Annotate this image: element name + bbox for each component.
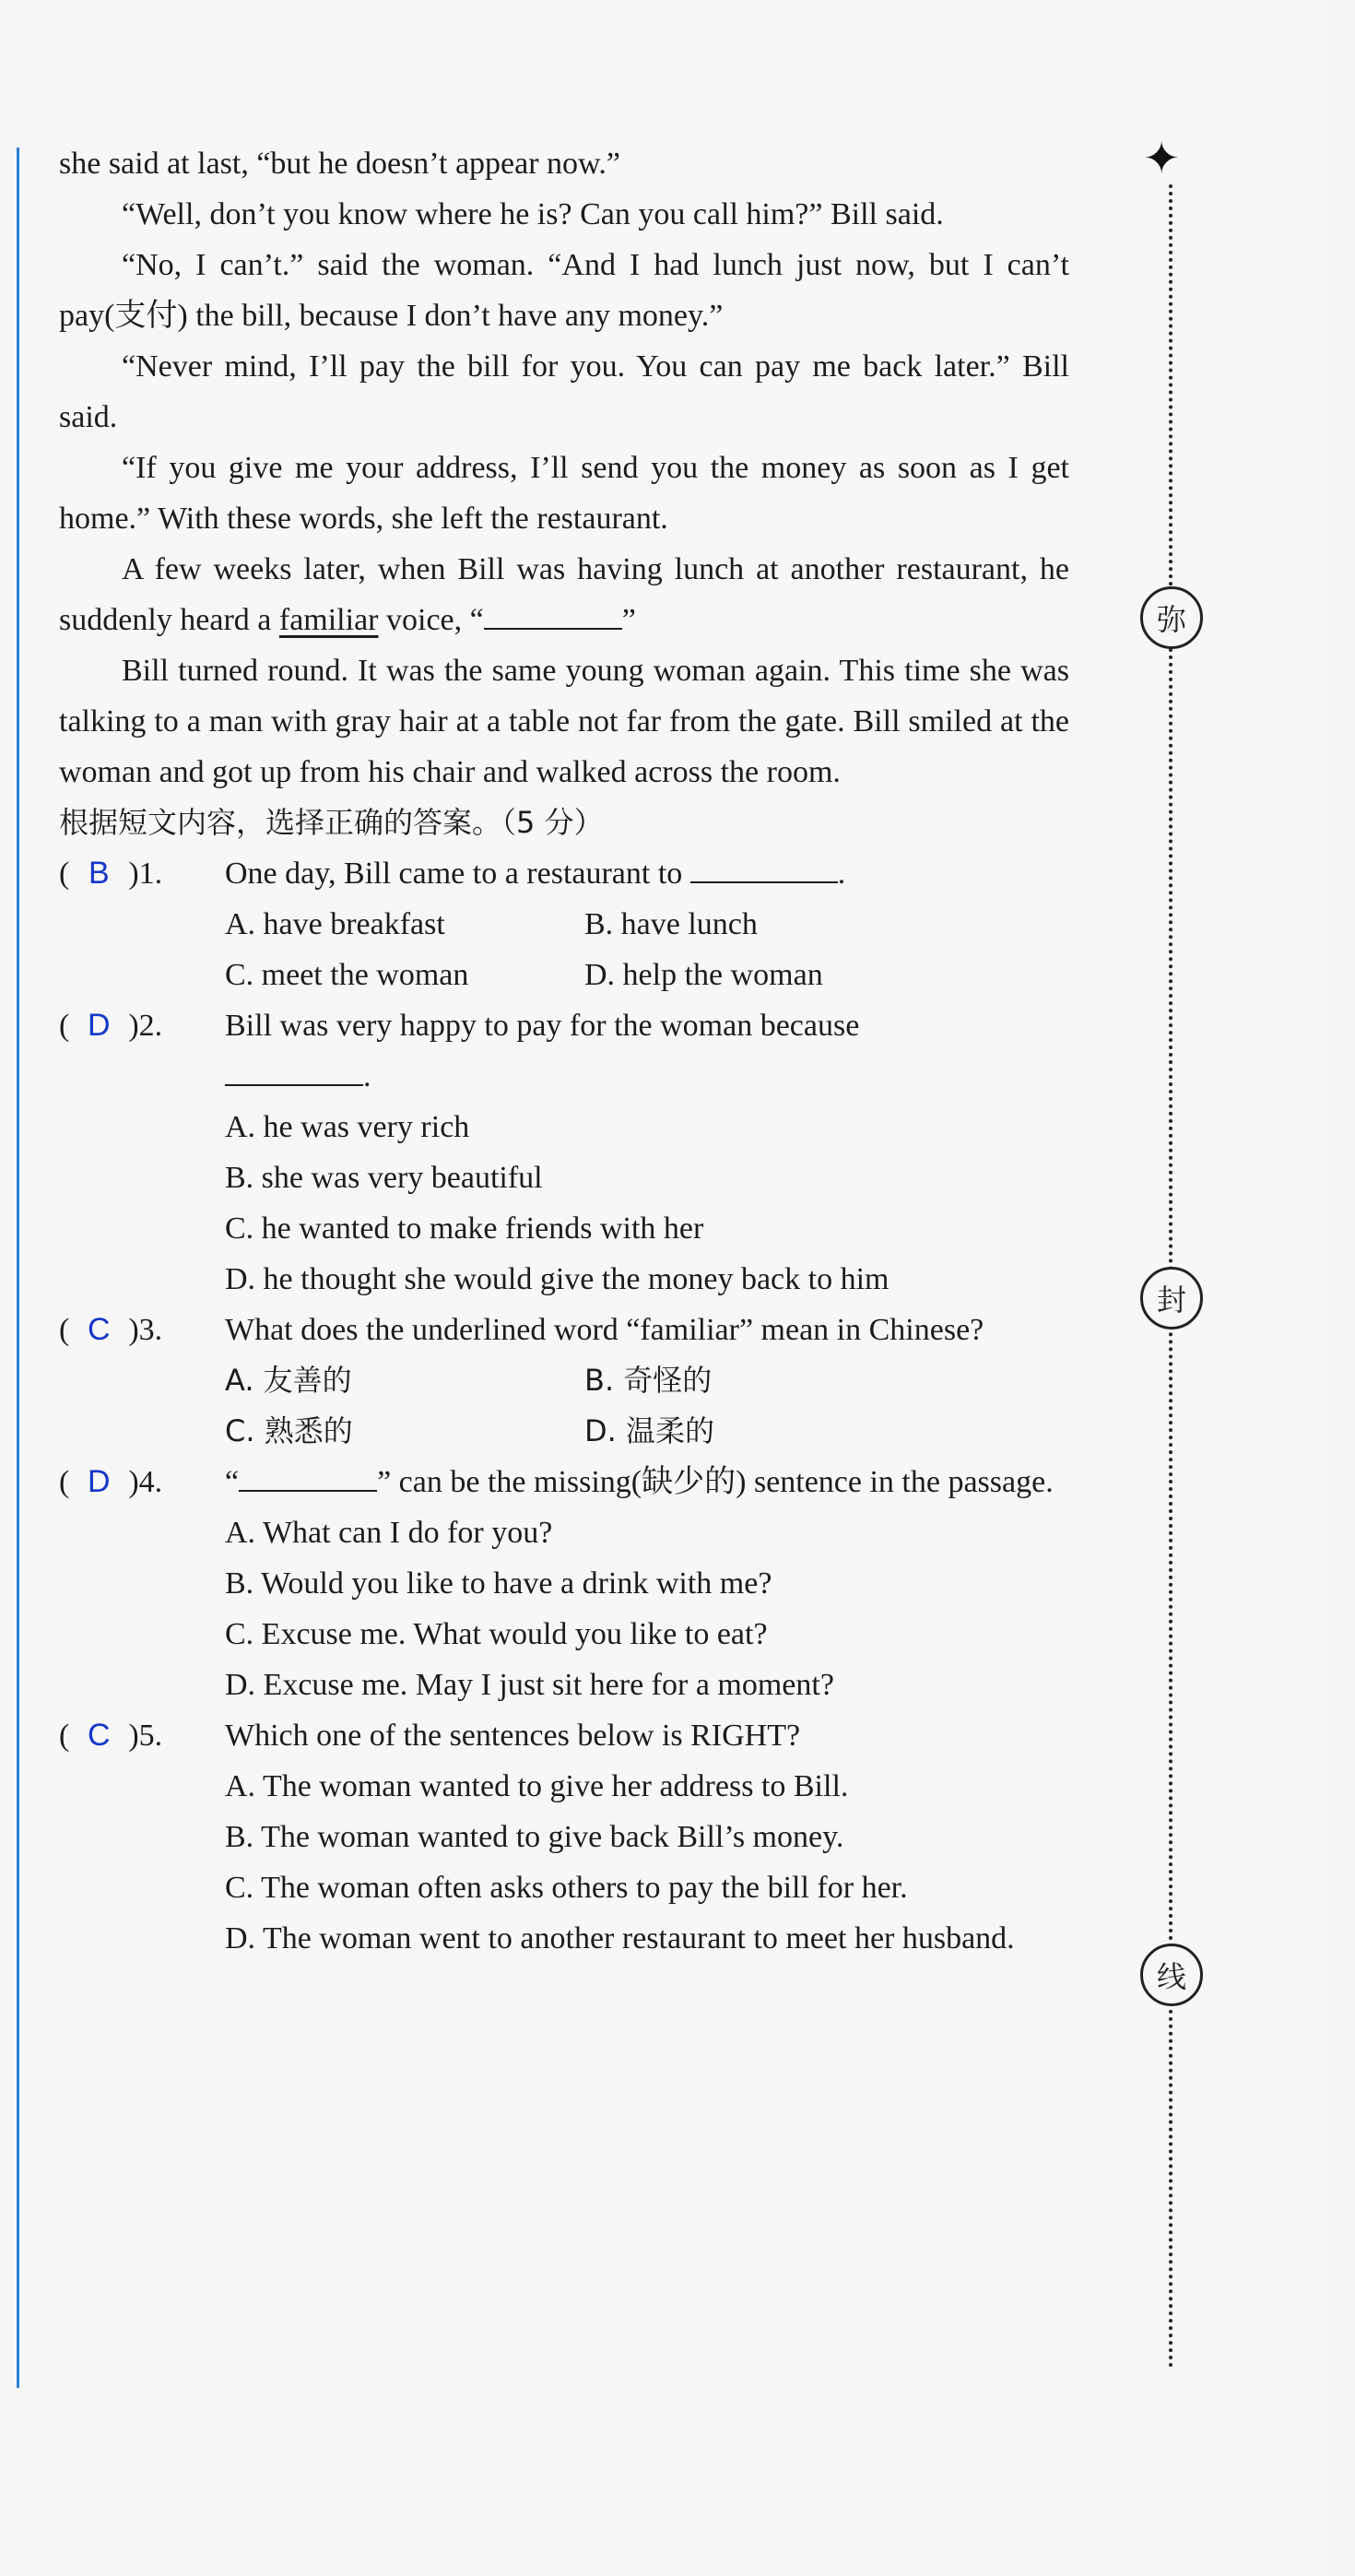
binding-mark-feng: 封: [1140, 1267, 1203, 1329]
answer-letter: D: [88, 1008, 111, 1043]
question-stem: ” can be the missing(缺少的) sentence in the passage.: [377, 1465, 1054, 1499]
paren: (: [59, 857, 70, 891]
option-a: A. The woman wanted to give her address to Bill.: [225, 1769, 849, 1803]
options: [225, 1507, 1069, 1710]
binding-mark-mi: 弥: [1140, 586, 1203, 649]
passage-paragraph: [59, 544, 1069, 645]
question-stem: One day, Bill came to a restaurant to: [225, 857, 683, 891]
option-c: C. The woman often asks others to pay the bill for her.: [225, 1871, 908, 1905]
question-text: Bill was very happy to pay for the woman because .: [225, 1009, 860, 1093]
option-d: D. The woman went to another restaurant to meet her husband.: [225, 1921, 1015, 1956]
option-c: C. meet the woman: [225, 958, 469, 992]
passage-text: A few weeks later, when Bill was having lunch at another restaurant, he suddenly heard a: [59, 552, 1069, 637]
option-b: B. The woman wanted to give back Bill’s money.: [225, 1820, 844, 1854]
options: [225, 1355, 1069, 1457]
question-2: [59, 1000, 1069, 1305]
answer-blank: [690, 854, 838, 883]
paren: (: [59, 1465, 70, 1499]
option-d: D. he thought she would give the money back to him: [225, 1262, 890, 1296]
question-number: )2.: [128, 1009, 163, 1043]
question-text: One day, Bill came to a restaurant to .: [225, 848, 1069, 899]
reading-passage: [59, 138, 1069, 1964]
question-5: [59, 1710, 1069, 1964]
question-number: )1.: [128, 857, 163, 891]
passage-paragraph: she said at last, “but he doesn’t appear now.”: [59, 147, 620, 181]
answer-blank: [239, 1462, 377, 1492]
question-text: “ ” can be the missing(缺少的) sentence in the passage.: [225, 1457, 1069, 1507]
passage-paragraph: “If you give me your address, I’ll send you the money as soon as I get home.” With these words, she left the restaurant.: [59, 451, 1069, 536]
answer-letter: D: [88, 1464, 111, 1499]
answer-letter: C: [88, 1312, 111, 1347]
question-stem: Which one of the sentences below is RIGHT?: [225, 1719, 801, 1753]
answer-paren: [59, 1710, 225, 1761]
passage-text: ”: [621, 603, 636, 637]
option-b: B. 奇怪的: [584, 1363, 713, 1398]
option-a: A. 友善的: [225, 1363, 352, 1398]
option-b: B. Would you like to have a drink with me?: [225, 1566, 772, 1601]
question-stem: What does the underlined word “familiar” mean in Chinese?: [225, 1313, 984, 1347]
passage-paragraph: “Never mind, I’ll pay the bill for you. You can pay me back later.” Bill said.: [59, 349, 1069, 434]
option-d: D. Excuse me. May I just sit here for a moment?: [225, 1668, 834, 1702]
paren: (: [59, 1009, 70, 1043]
missing-sentence-blank: [484, 600, 622, 630]
answer-letter: B: [88, 856, 110, 891]
options: [225, 1761, 1069, 1964]
instruction: 根据短文内容，选择正确的答案。（5 分）: [59, 805, 604, 840]
question-number: )4.: [128, 1465, 163, 1499]
option-c: C. Excuse me. What would you like to eat?: [225, 1617, 768, 1651]
star-icon: ✦: [1143, 133, 1181, 184]
option-a: A. he was very rich: [225, 1110, 470, 1144]
option-c: C. he wanted to make friends with her: [225, 1211, 704, 1246]
option-a: A. have breakfast: [225, 907, 445, 941]
paren: (: [59, 1313, 70, 1347]
question-stem: Bill was very happy to pay for the woman because: [225, 1009, 860, 1043]
passage-text: voice, “: [378, 603, 484, 637]
options: [225, 1102, 1069, 1305]
question-number: )5.: [128, 1719, 163, 1753]
answer-paren: [59, 848, 225, 899]
passage-paragraph: “No, I can’t.” said the woman. “And I had lunch just now, but I can’t pay(支付) the bill, because I don’t have any money.”: [59, 248, 1069, 333]
question-4: [59, 1457, 1069, 1710]
question-number: )3.: [128, 1313, 163, 1347]
paren: (: [59, 1719, 70, 1753]
answer-paren: [59, 1305, 225, 1355]
options: [225, 899, 1069, 1000]
option-b: B. she was very beautiful: [225, 1161, 543, 1195]
question-1: [59, 848, 1069, 1000]
passage-paragraph: Bill turned round. It was the same young woman again. This time she was talking to a man with gray hair at a table not far from the gate. Bill smiled at the woman and got up from his chair and walked across the room.: [59, 654, 1069, 789]
answer-paren: [59, 1000, 225, 1102]
passage-paragraph: “Well, don’t you know where he is? Can you call him?” Bill said.: [122, 197, 944, 231]
left-margin-rule: [17, 148, 19, 2388]
answer-blank: [225, 1057, 363, 1086]
answer-letter: C: [88, 1718, 111, 1753]
option-d: D. help the woman: [584, 958, 823, 992]
answer-paren: [59, 1457, 225, 1507]
binding-mark-xian: 线: [1140, 1944, 1203, 2006]
option-c: C. 熟悉的: [225, 1413, 353, 1448]
underlined-word: familiar: [278, 603, 379, 637]
option-d: D. 温柔的: [584, 1413, 714, 1448]
option-b: B. have lunch: [584, 907, 758, 941]
question-3: [59, 1305, 1069, 1457]
option-a: A. What can I do for you?: [225, 1516, 553, 1550]
